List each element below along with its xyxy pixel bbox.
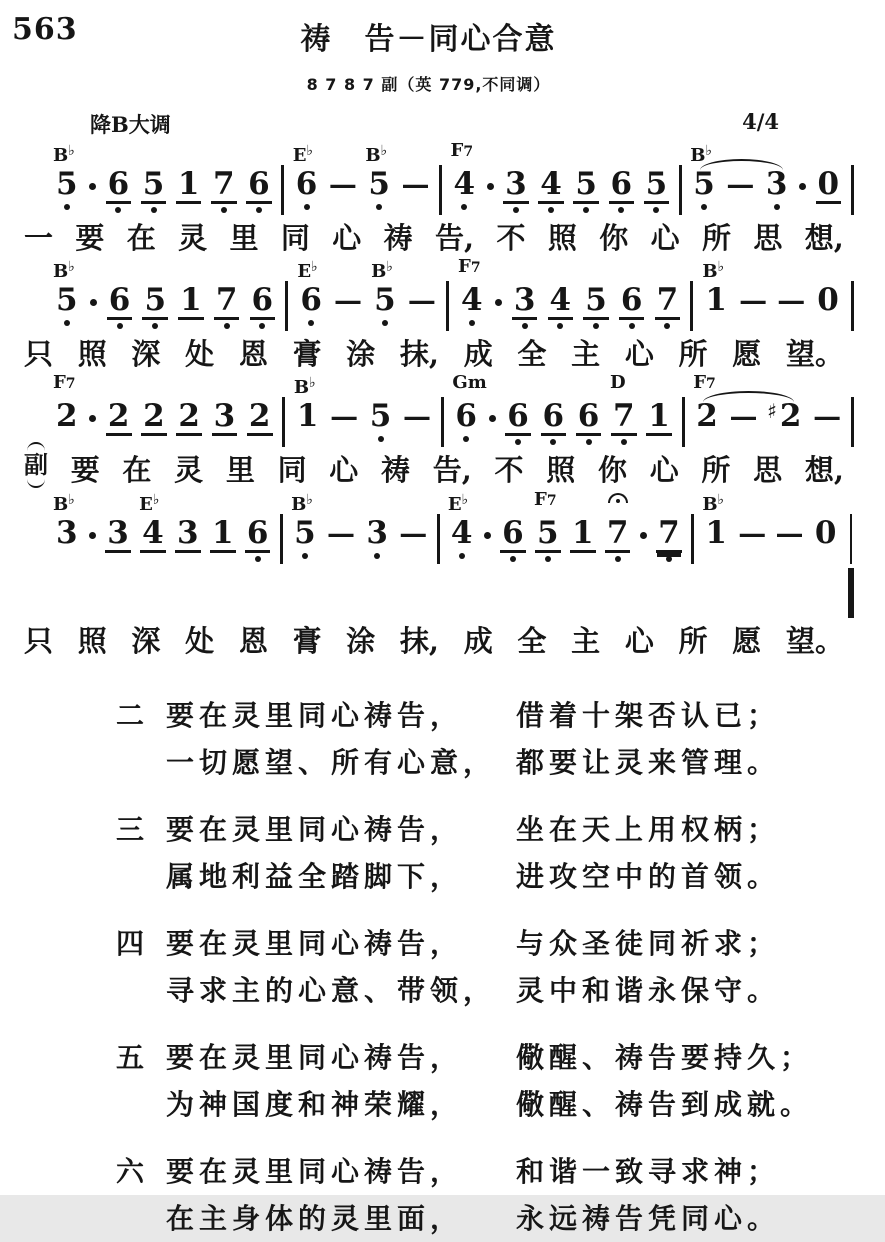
low-octave-dot [152, 323, 158, 329]
lyrics-row [24, 221, 844, 255]
verse-section [116, 692, 847, 1242]
header [10, 10, 847, 57]
note: 6 [505, 401, 531, 447]
final-barline [848, 514, 854, 618]
low-octave-dot [378, 436, 384, 442]
note: F7 2 [53, 372, 78, 434]
low-octave-dot [374, 553, 380, 559]
duration-dash: — [403, 400, 432, 433]
note: 7 [655, 285, 681, 331]
barline [682, 397, 685, 447]
paren-bottom-icon [27, 478, 45, 488]
notes-row [53, 372, 854, 447]
note: B♭ 1 [293, 375, 319, 434]
low-octave-dot [259, 323, 265, 329]
note: 4 [538, 169, 564, 215]
low-octave-dot [302, 553, 308, 559]
lyric-syllable: 抹, [399, 337, 440, 371]
note: 6 [541, 401, 567, 447]
note: 5 [644, 169, 670, 215]
lyric-syllable: 恩 [238, 337, 268, 371]
low-octave-dot [621, 439, 627, 445]
note: F7 4 [459, 285, 485, 328]
lyric-syllable: 思 [753, 221, 783, 255]
low-octave-dot [583, 207, 589, 213]
lyric-syllable: 主 [571, 624, 601, 658]
verse-row [116, 739, 847, 786]
note: B♭ 3 [53, 492, 78, 551]
verse-text: 要在灵里同心祷告， [166, 1041, 464, 1074]
note: 6 [107, 285, 133, 331]
lyric-syllable: 想, [804, 453, 844, 487]
low-octave-dot [618, 207, 624, 213]
verse-number: 三 [116, 813, 145, 846]
chord-label: D [610, 372, 626, 393]
lyric-syllable: 处 [185, 624, 215, 658]
low-octave-dot [308, 320, 314, 326]
verse-text: 要在灵里同心祷告， [166, 699, 464, 732]
lyric-syllable: 告, [432, 453, 472, 487]
lyric-syllable: 膏 [292, 624, 322, 658]
low-octave-dot [463, 436, 469, 442]
low-octave-dot [469, 320, 475, 326]
lyric-syllable: 不 [496, 221, 526, 255]
low-octave-dot [593, 323, 599, 329]
verse-text: 儆醒、祷告到成就。 [516, 1088, 814, 1121]
lyric-syllable: 涂 [346, 624, 376, 658]
verse-row [116, 853, 847, 900]
barline [280, 514, 283, 564]
note: E♭ 6 [298, 285, 324, 328]
note: 2 [178, 398, 200, 434]
dot-of-prolongation [484, 518, 491, 539]
verse-text: 与众圣徒同祈求； [516, 927, 781, 960]
lyric-syllable: 只 [24, 337, 54, 371]
lyric-syllable: 深 [131, 624, 161, 658]
rest: 0 [817, 166, 840, 202]
score [24, 140, 854, 658]
verse-text: 要在灵里同心祷告， [166, 813, 464, 846]
fermata-icon [608, 493, 628, 503]
barline [282, 397, 285, 447]
lyrics-row [24, 624, 844, 658]
note: 3 [364, 518, 390, 561]
verse-text: 属地利益全踏脚下， [166, 860, 464, 893]
meter-info: 8 7 8 7 副（英 779,不同调） [306, 75, 551, 94]
note: 3 [764, 169, 790, 212]
lyric-syllable: 同 [280, 221, 310, 255]
low-octave-dot [382, 320, 388, 326]
barline [281, 165, 284, 215]
chord-label: E♭ [447, 492, 469, 515]
low-octave-dot [151, 207, 157, 213]
chord-label: F7 [534, 489, 557, 510]
note: 3 [107, 515, 129, 551]
dot-of-prolongation [90, 285, 97, 306]
slur-tie [700, 159, 783, 173]
lyric-syllable: 照 [77, 337, 107, 371]
music-line [24, 372, 854, 488]
barline [690, 281, 693, 331]
lyric-syllable: 只 [24, 624, 54, 658]
lyric-syllable: 里 [225, 453, 255, 487]
note: 3 [512, 285, 538, 331]
verse-row [116, 692, 847, 739]
duration-dash: — [401, 168, 430, 201]
chord-label: B♭ [702, 259, 725, 282]
low-octave-dot [461, 204, 467, 210]
lyric-syllable: 涂 [346, 337, 376, 371]
verse-row [116, 967, 847, 1014]
note: 1 [211, 515, 234, 551]
note: B♭ 5 [54, 169, 80, 212]
verse-text: 儆醒、祷告要持久； [516, 1041, 814, 1074]
lyric-syllable: 要 [75, 221, 105, 255]
note: E♭ 4 [449, 518, 475, 561]
note: B♭ 5 [366, 169, 392, 212]
lyric-syllable: 里 [229, 221, 259, 255]
lyric-syllable: 祷 [381, 453, 411, 487]
low-octave-dot [550, 439, 556, 445]
chord-label: E♭ [139, 492, 160, 515]
lyric-syllable: 心 [329, 453, 359, 487]
chord-label: E♭ [297, 259, 318, 282]
verse-text: 坐在天上用权柄； [516, 813, 781, 846]
verse [116, 1034, 847, 1128]
note: B♭ 5 [292, 518, 318, 561]
verse-number-marker: 一 [24, 221, 54, 255]
note: 5 [583, 285, 609, 331]
music-line [24, 489, 854, 658]
lyric-syllable: 恩 [238, 624, 268, 658]
verse-text: 进攻空中的首领。 [516, 860, 781, 893]
note: 1 [571, 515, 594, 551]
verse-text: 永远祷告凭同心。 [516, 1202, 781, 1235]
note: 1 [180, 282, 202, 318]
verse-text: 寻求主的心意、带领， [166, 974, 497, 1007]
note: F7 4 [452, 169, 478, 212]
duration-dash: — [813, 400, 842, 433]
chord-label: B♭ [293, 375, 316, 398]
music-line [24, 256, 854, 371]
lyric-syllable: 灵 [178, 221, 208, 255]
note: B♭ 5 [691, 169, 717, 212]
lyric-syllable: 心 [624, 624, 654, 658]
note: 2 [107, 398, 130, 434]
note: F7 5 [535, 518, 561, 564]
low-octave-dot [548, 207, 554, 213]
slur-tie [703, 391, 794, 405]
duration-dash: — [739, 284, 768, 317]
verse-number: 四 [116, 927, 145, 960]
dot-of-prolongation [799, 169, 806, 190]
verse-text: 要在灵里同心祷告， [166, 1155, 464, 1188]
lyric-syllable: 在 [126, 221, 156, 255]
notes-row [53, 140, 854, 215]
lyric-syllable: 望。 [785, 624, 844, 658]
rest: 0 [814, 515, 837, 551]
note: B♭ 1 [702, 492, 727, 551]
verse-text: 灵中和谐永保守。 [516, 974, 781, 1007]
verse-text: 借着十架否认已； [516, 699, 781, 732]
dot-of-prolongation [89, 169, 96, 190]
low-octave-dot [557, 323, 563, 329]
lyric-syllable: 所 [678, 337, 708, 371]
note: 6 [619, 285, 645, 331]
note: 7 [214, 285, 240, 331]
note: E♭ 6 [294, 169, 320, 212]
verse-text: 和谐一致寻求神； [516, 1155, 781, 1188]
note: 5 [141, 169, 167, 215]
chord-label: B♭ [365, 143, 388, 166]
chord-label: F7 [53, 372, 76, 393]
key-signature: 降B大调 [90, 112, 171, 137]
lyric-syllable: 所 [701, 453, 731, 487]
low-octave-dot [64, 320, 70, 326]
note: 6 [500, 518, 526, 564]
verse-row [116, 1148, 847, 1195]
note: 6 [609, 169, 635, 215]
verse [116, 1148, 847, 1242]
verse-number: 五 [116, 1041, 145, 1074]
lyric-syllable: 愿 [732, 337, 762, 371]
lyric-syllable: 全 [517, 337, 547, 371]
verse-row [116, 1034, 847, 1081]
low-octave-dot [224, 323, 230, 329]
lyric-syllable: 你 [599, 221, 629, 255]
music-line [24, 140, 854, 255]
hymn-number: 563 [12, 12, 78, 47]
duration-dash: — [407, 284, 436, 317]
time-signature: 4/4 [742, 109, 779, 134]
verse [116, 806, 847, 900]
lyric-syllable: 思 [753, 453, 783, 487]
verse-row [116, 1195, 847, 1242]
low-octave-dot [664, 323, 670, 329]
lyric-syllable: 在 [122, 453, 152, 487]
lyric-syllable: 全 [517, 624, 547, 658]
low-octave-dot [629, 323, 635, 329]
lyric-syllable: 你 [597, 453, 627, 487]
low-octave-dot [666, 556, 672, 562]
lyric-syllable: 心 [332, 221, 362, 255]
duration-dash: — [729, 400, 758, 433]
lyric-syllable: 祷 [383, 221, 413, 255]
lyric-syllable: 抹, [399, 624, 440, 658]
lyrics-row [24, 450, 844, 488]
chord-label: B♭ [291, 492, 313, 515]
low-octave-dot [459, 553, 465, 559]
lyric-syllable: 成 [463, 337, 493, 371]
duration-dash: — [327, 517, 355, 550]
chord-label: Gm [452, 372, 487, 393]
chord-label: B♭ [53, 143, 75, 166]
lyric-syllable: 同 [277, 453, 307, 487]
low-octave-dot [774, 204, 780, 210]
low-octave-dot [701, 204, 707, 210]
barline [851, 281, 854, 331]
lyric-syllable: 心 [650, 221, 680, 255]
lyric-syllable: 成 [463, 624, 493, 658]
lyric-syllable: 深 [131, 337, 161, 371]
lyric-syllable: 膏 [292, 337, 322, 371]
low-octave-dot [515, 439, 521, 445]
low-octave-dot [522, 323, 528, 329]
dot-of-prolongation [89, 401, 96, 422]
note: 2 [143, 398, 165, 434]
note: 5 [368, 401, 394, 444]
key-time-row [90, 109, 779, 139]
low-octave-dot [615, 556, 621, 562]
low-octave-dot [510, 556, 516, 562]
chord-label: F7 [693, 372, 716, 393]
lyric-syllable: 不 [494, 453, 524, 487]
barline [437, 514, 440, 564]
note: 5 [573, 169, 599, 215]
lyric-syllable: 灵 [174, 453, 204, 487]
low-octave-dot [115, 207, 121, 213]
note: 2 [248, 398, 271, 434]
lyric-syllable: 照 [546, 453, 576, 487]
lyric-syllable: 所 [701, 221, 731, 255]
rest: 0 [817, 282, 839, 318]
duration-dash: — [399, 517, 428, 550]
note: Gm 6 [453, 401, 479, 444]
duration-dash: — [328, 168, 357, 201]
note: E♭ 4 [139, 492, 164, 551]
low-octave-dot [653, 207, 659, 213]
barline [851, 397, 854, 447]
duration-dash: — [777, 284, 806, 317]
dot-of-prolongation [487, 169, 494, 190]
verse-row [116, 920, 847, 967]
note: 6 [246, 169, 272, 215]
hymn-title: 祷 告－同心合意 [300, 22, 557, 57]
note: B♭ 5 [372, 285, 398, 328]
barline [679, 165, 682, 215]
chord-label: B♭ [371, 259, 393, 282]
barline [285, 281, 288, 331]
lyric-syllable: 所 [678, 624, 708, 658]
low-octave-dot [64, 204, 70, 210]
notes-row [53, 256, 854, 331]
note: 1 [648, 398, 670, 434]
barline [441, 397, 444, 447]
barline [691, 514, 694, 564]
note: ♯ 2 [767, 398, 802, 434]
low-octave-dot [256, 207, 262, 213]
note: 1 [177, 166, 200, 202]
dot-of-prolongation [89, 518, 96, 539]
lyric-syllable: 主 [571, 337, 601, 371]
low-octave-dot [513, 207, 519, 213]
lyrics-row [24, 337, 844, 371]
note: 3 [213, 398, 236, 434]
lyric-syllable: 心 [649, 453, 679, 487]
sharp-icon: ♯ [767, 399, 777, 423]
barline [446, 281, 449, 331]
note: 6 [250, 285, 276, 331]
note: 6 [576, 401, 602, 447]
dot-of-prolongation [495, 285, 502, 306]
low-octave-dot [586, 439, 592, 445]
lyric-syllable: 心 [624, 337, 654, 371]
note: 4 [548, 285, 574, 331]
lyric-syllable: 处 [185, 337, 215, 371]
note: 3 [177, 515, 199, 551]
verse-row [116, 806, 847, 853]
low-octave-dot [255, 556, 261, 562]
low-octave-dot [117, 323, 123, 329]
chorus-marker: 副 [24, 442, 48, 488]
chord-label: B♭ [702, 492, 725, 515]
dot-of-prolongation [640, 518, 647, 539]
chord-label: B♭ [53, 259, 75, 282]
verse-row [116, 1081, 847, 1128]
chord-label: B♭ [690, 143, 713, 166]
lyric-syllable: 愿 [732, 624, 762, 658]
duration-dash: — [334, 284, 363, 317]
verse-number: 六 [116, 1155, 145, 1188]
verse-text: 都要让灵来管理。 [516, 746, 781, 779]
duration-dash: — [775, 517, 804, 550]
note: B♭ 1 [702, 259, 727, 318]
verse-number: 二 [116, 699, 145, 732]
note: 5 [142, 285, 168, 331]
note: D 7 [611, 401, 637, 447]
note: 7 [605, 518, 631, 564]
note: 6 [245, 518, 271, 564]
barline [851, 165, 854, 215]
notes-row [53, 489, 854, 618]
lyric-syllable: 要 [70, 453, 100, 487]
low-octave-dot [545, 556, 551, 562]
note: 6 [106, 169, 132, 215]
low-octave-dot [304, 204, 310, 210]
note: B♭ 5 [54, 285, 80, 328]
verse-text: 为神国度和神荣耀， [166, 1088, 464, 1121]
lyric-syllable: 告, [435, 221, 475, 255]
duration-dash: — [726, 168, 755, 201]
low-octave-dot [376, 204, 382, 210]
verse-text: 一切愿望、所有心意， [166, 746, 497, 779]
low-octave-dot [221, 207, 227, 213]
lyric-syllable: 望。 [785, 337, 844, 371]
duration-dash: — [738, 517, 767, 550]
chord-label: F7 [450, 140, 474, 161]
lyric-syllable: 想, [804, 221, 844, 255]
note: 3 [503, 169, 529, 215]
dot-of-prolongation [489, 401, 496, 422]
duration-dash: — [330, 400, 359, 433]
note: 7 [211, 169, 237, 215]
note: F7 2 [693, 372, 718, 434]
chord-label: E♭ [292, 143, 314, 166]
verse [116, 920, 847, 1014]
verse-text: 在主身体的灵里面， [166, 1202, 464, 1235]
note: 7 [656, 518, 682, 564]
lyric-syllable: 照 [547, 221, 577, 255]
barline [439, 165, 442, 215]
chord-label: F7 [458, 256, 481, 277]
verse [116, 692, 847, 786]
chord-label: B♭ [53, 492, 75, 515]
verse-text: 要在灵里同心祷告， [166, 927, 464, 960]
lyric-syllable: 照 [77, 624, 107, 658]
